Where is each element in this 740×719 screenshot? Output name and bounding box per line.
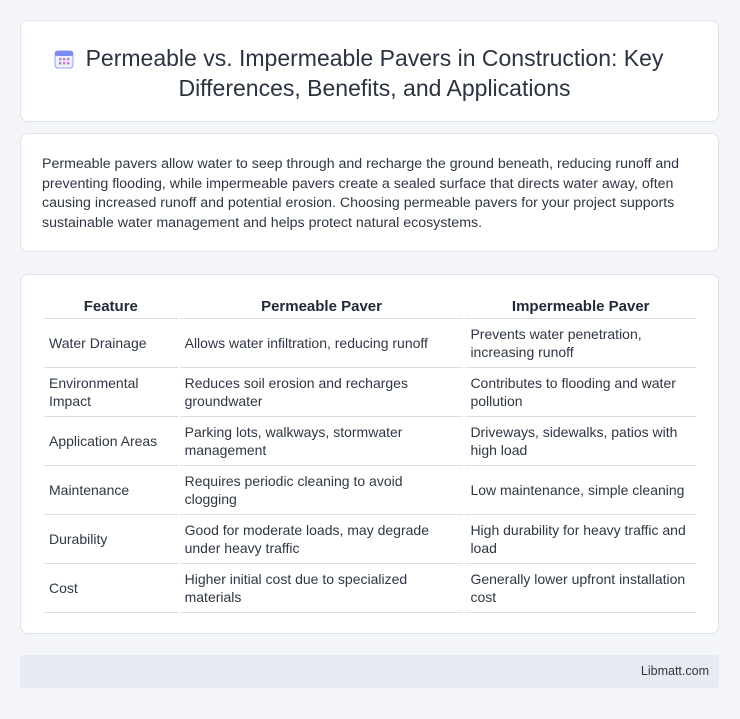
- intro-card: [20, 133, 719, 252]
- table-row: [44, 417, 696, 466]
- header-feature: Feature: [44, 295, 178, 319]
- cell-feature: Durability: [44, 515, 178, 564]
- cell-impermeable: Contributes to flooding and water pollution: [465, 368, 696, 417]
- table-row: [44, 564, 696, 613]
- cell-feature: Maintenance: [44, 466, 178, 515]
- cell-feature: Water Drainage: [44, 319, 178, 368]
- cell-feature: Environmental Impact: [44, 368, 178, 417]
- cell-feature: Application Areas: [44, 417, 178, 466]
- table-row: [44, 515, 696, 564]
- comparison-table: [42, 295, 698, 613]
- cell-impermeable: Driveways, sidewalks, patios with high load: [465, 417, 696, 466]
- cell-permeable: Parking lots, walkways, stormwater management: [180, 417, 464, 466]
- table-header-row: [44, 295, 696, 319]
- cell-permeable: Allows water infiltration, reducing runoff: [180, 319, 464, 368]
- header-permeable: Permeable Paver: [180, 295, 464, 319]
- cell-impermeable: Low maintenance, simple cleaning: [465, 466, 696, 515]
- cell-impermeable: Generally lower upfront installation cost: [465, 564, 696, 613]
- title-card: [20, 20, 719, 122]
- table-row: [44, 368, 696, 417]
- table-row: [44, 319, 696, 368]
- cell-permeable: Higher initial cost due to specialized materials: [180, 564, 464, 613]
- cell-permeable: Requires periodic cleaning to avoid clogging: [180, 466, 464, 515]
- cell-impermeable: Prevents water penetration, increasing runoff: [465, 319, 696, 368]
- comparison-card: [20, 274, 719, 634]
- footer-site-link[interactable]: Libmatt.com: [640, 664, 709, 678]
- page-title: Permeable vs. Impermeable Pavers in Construction: Key Differences, Benefits, and Applications: [85, 45, 664, 101]
- cell-permeable: Good for moderate loads, may degrade under heavy traffic: [180, 515, 464, 564]
- intro-paragraph: Permeable pavers allow water to seep through and recharge the ground beneath, reducing runoff and preventing flooding, while impermeable pavers create a sealed surface that directs water away, often causing increased runoff and potential erosion. Choosing permeable pavers for your project supports sustainable water management and helps protect natural ecosystems.: [42, 156, 680, 231]
- header-impermeable: Impermeable Paver: [465, 295, 696, 319]
- table-row: [44, 466, 696, 515]
- footer: [20, 655, 719, 688]
- cell-permeable: Reduces soil erosion and recharges groundwater: [180, 368, 464, 417]
- cell-impermeable: High durability for heavy traffic and load: [465, 515, 696, 564]
- cell-feature: Cost: [44, 564, 178, 613]
